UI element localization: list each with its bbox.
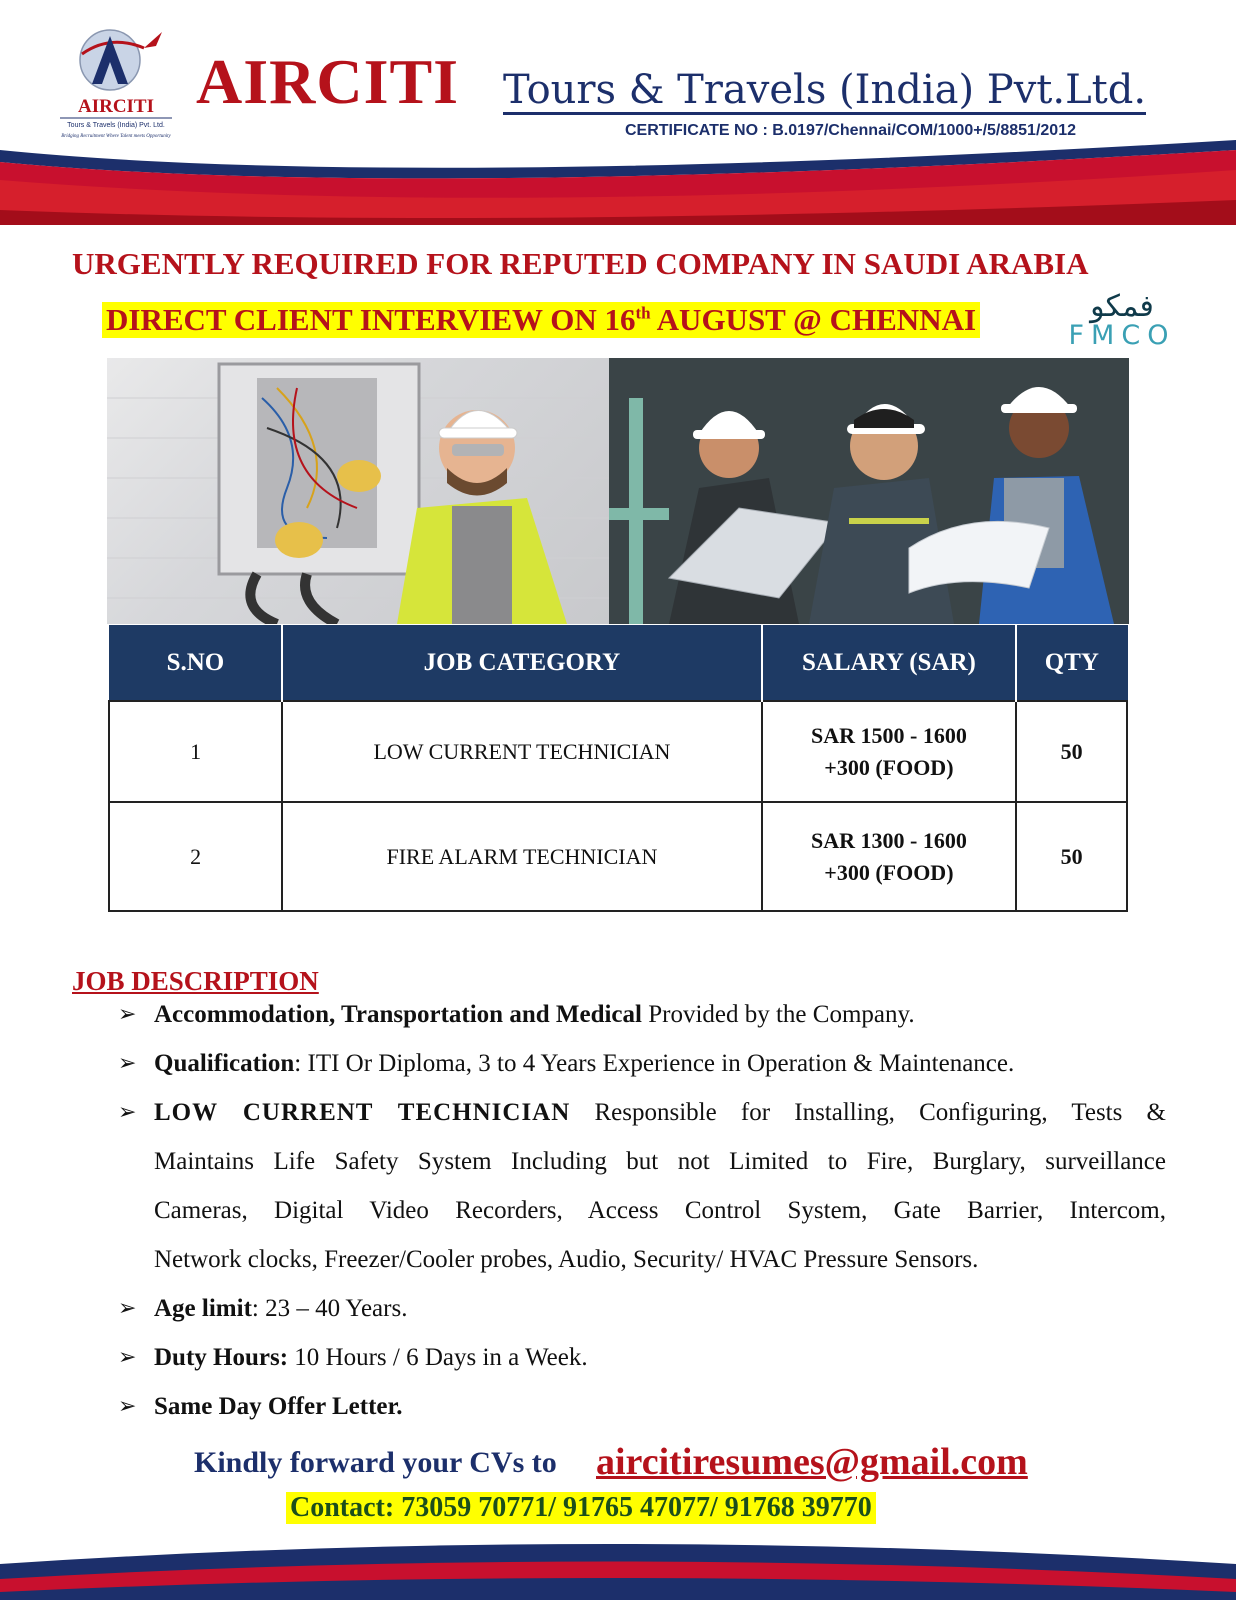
header-qty: QTY [1016, 626, 1127, 702]
header-salary: SALARY (SAR) [762, 626, 1017, 702]
bullet-bold: Same Day Offer Letter. [154, 1393, 403, 1420]
bullet-text: : ITI Or Diploma, 3 to 4 Years Experience in Operation & Maintenance. [294, 1050, 1015, 1077]
arrow-bullet-icon: ➢ [118, 1002, 137, 1027]
company-logo [52, 24, 180, 142]
photo-technicians [609, 358, 1129, 624]
cell-salary [762, 701, 1017, 802]
interview-text-after: AUGUST @ CHENNAI [650, 302, 977, 337]
electrician-illustration [107, 358, 609, 624]
salary-range: SAR 1300 - 1600 [810, 827, 967, 853]
bullet-bold: Qualification [154, 1050, 295, 1077]
bullet-bold: Duty Hours: [154, 1344, 289, 1371]
headline: URGENTLY REQUIRED FOR REPUTED COMPANY IN SAUDI ARABIA [72, 246, 1089, 281]
bullet-text: Provided by the Company. [641, 1001, 915, 1028]
arrow-bullet-icon: ➢ [118, 1345, 137, 1370]
footer-swoosh [0, 1534, 1236, 1600]
table-row [109, 701, 1127, 802]
contact-numbers: Contact: 73059 70771/ 91765 47077/ 91768 39770 [286, 1492, 876, 1524]
logo-subtitle: Tours & Travels (India) Pvt. Ltd. [67, 122, 165, 129]
table-row [109, 802, 1127, 911]
bullet-bold: Accommodation, Transportation and Medical [154, 1001, 642, 1028]
interview-banner [102, 302, 980, 338]
cell-job-category: FIRE ALARM TECHNICIAN [282, 802, 761, 911]
bullet-text-line: Cameras, Digital Video Recorders, Access Control System, Gate Barrier, Intercom, [154, 1197, 1166, 1224]
interview-date-suffix: th [635, 303, 651, 323]
technicians-illustration [609, 358, 1129, 624]
bullet-text: : 23 – 40 Years. [251, 1295, 408, 1322]
email-link[interactable]: aircitiresumes@gmail.com [596, 1441, 1028, 1483]
arrow-bullet-icon: ➢ [118, 1296, 137, 1321]
arrow-bullet-icon: ➢ [118, 1100, 137, 1125]
logo-name: AIRCITI [77, 96, 155, 117]
cell-job-category: LOW CURRENT TECHNICIAN [282, 701, 761, 802]
table-header-row [109, 626, 1127, 702]
cell-sno: 1 [109, 701, 282, 802]
bullet-text: Responsible for Installing, Configuring, Tests & [594, 1099, 1166, 1126]
arrow-bullet-icon: ➢ [118, 1051, 137, 1076]
interview-text-before: DIRECT CLIENT INTERVIEW ON 16 [106, 302, 636, 337]
logo-tagline: Bridging Recruitment Where Talent meets Opportunity [61, 134, 171, 139]
bullet-text-line: Maintains Life Safety System Including but not Limited to Fire, Burglary, surveillance [154, 1148, 1166, 1175]
certificate-number: CERTIFICATE NO : B.0197/Chennai/COM/1000+/5/8851/2012 [625, 122, 1076, 139]
brand-name: AIRCITI [196, 46, 460, 117]
cell-qty: 50 [1016, 802, 1127, 911]
cell-sno: 2 [109, 802, 282, 911]
salary-range: SAR 1500 - 1600 [810, 722, 967, 748]
cell-qty: 50 [1016, 701, 1127, 802]
header-sno: S.NO [109, 626, 282, 702]
bullet-bold: Age limit [154, 1295, 252, 1322]
photo-electrician [107, 358, 609, 624]
client-logo-latin: FMCO [1068, 320, 1176, 351]
arrow-bullet-icon: ➢ [118, 1394, 137, 1419]
client-logo-arabic: فمكو [1090, 289, 1154, 324]
bullet-text: 10 Hours / 6 Days in a Week. [288, 1344, 588, 1371]
forward-cv-text: Kindly forward your CVs to [194, 1446, 557, 1479]
header-swoosh [0, 140, 1236, 225]
cell-salary [762, 802, 1017, 911]
bullet-bold: LOW CURRENT TECHNICIAN [154, 1099, 571, 1126]
job-description-title: JOB DESCRIPTION [72, 966, 319, 996]
bullet-text-line: Network clocks, Freezer/Cooler probes, Audio, Security/ HVAC Pressure Sensors. [154, 1246, 979, 1273]
header-job-category: JOB CATEGORY [282, 626, 761, 702]
brand-subtitle: Tours & Travels (India) Pvt.Ltd. [503, 67, 1147, 113]
job-table [108, 625, 1128, 912]
salary-food: +300 (FOOD) [824, 859, 954, 885]
salary-food: +300 (FOOD) [824, 754, 954, 780]
